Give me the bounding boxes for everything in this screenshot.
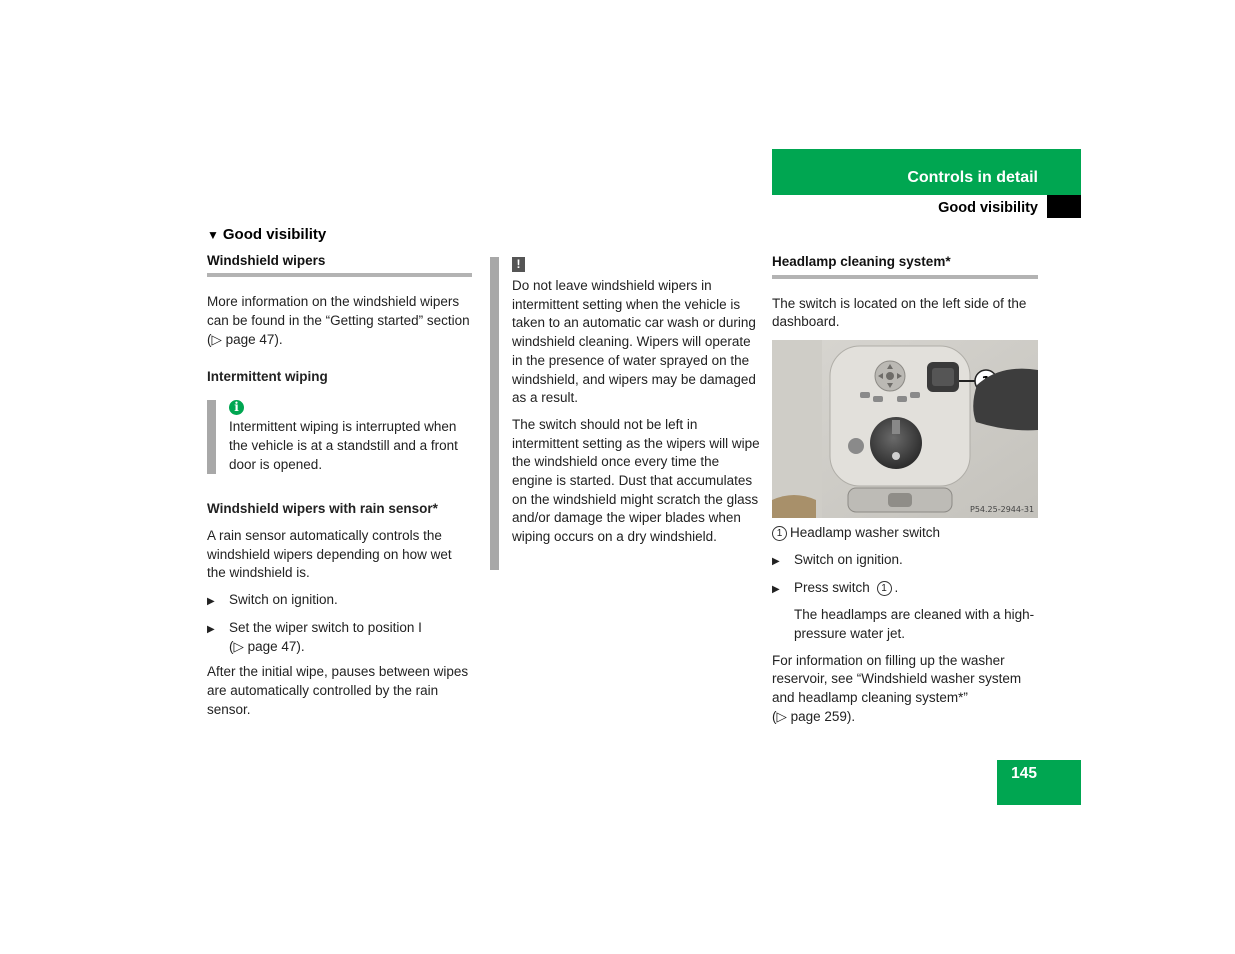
caption-text: Headlamp washer switch (790, 525, 941, 541)
after-wipe-text: After the initial wipe, pauses between wipes are automatically controlled by the rain sensor. (207, 664, 469, 717)
column-left (207, 226, 472, 727)
header-marker (1047, 195, 1081, 218)
section-title (207, 226, 472, 245)
result-text: The headlamps are cleaned with a high-pressure water jet. (794, 607, 1035, 641)
step-item (207, 619, 472, 656)
rain-sensor-text: A rain sensor automatically controls the windshield wipers depending on how wet the windshield is. (207, 528, 452, 581)
column-right (772, 253, 1038, 734)
info-note-text: Intermittent wiping is interrupted when the vehicle is at a standstill and a front door is opened. (229, 419, 458, 472)
step-text: Switch on ignition. (794, 551, 903, 567)
info-icon: i (229, 400, 244, 415)
warning-text-1: Do not leave windshield wipers in intermittent setting when the vehicle is taken to an automatic car wash or during windshield cleaning. Wipers will operate in the presence of water sprayed on the windshield, and wipers may be damaged as a result. (512, 278, 756, 406)
note-bar (207, 400, 216, 474)
step-item (772, 551, 1038, 572)
callout-marker: 1 (877, 581, 892, 596)
warning-text-2: The switch should not be left in intermittent setting as the wipers will wipe the windshield once every time the engine is started. Dust that accumulates on the windshield might scratch the glass and/or damage the wiper blades when wiping occurs on a dry windshield. (512, 416, 760, 545)
callout-marker: 1 (772, 526, 787, 541)
triangle-right-icon: ▶ (207, 596, 215, 608)
intermittent-heading: Intermittent wiping (207, 368, 328, 384)
header-title: Controls in detail (907, 169, 1038, 186)
column-middle (490, 256, 760, 555)
triangle-down-icon: ▼ (207, 228, 219, 242)
photo-code: P54.25-2944-31 (970, 505, 1035, 515)
dashboard-switch-photo (772, 340, 1038, 518)
page-reference: (▷ page 47). (229, 638, 305, 654)
triangle-right-icon: ▶ (772, 583, 780, 595)
location-text: The switch is located on the left side of the dashboard. (772, 295, 1027, 330)
warning-note (490, 257, 760, 547)
more-info-text: More information on the windshield wipers can be found in the “Getting started” section (▷ page 47). (207, 294, 470, 347)
triangle-right-icon: ▶ (207, 623, 215, 635)
page-reference: (▷ page 259). (772, 708, 856, 724)
step-item (207, 591, 472, 612)
headlamp-cleaning-heading: Headlamp cleaning system* (772, 253, 1038, 279)
exclamation-icon: ! (512, 257, 525, 272)
step-text: Press switch (794, 579, 870, 595)
step-text: Set the wiper switch to position I (229, 619, 422, 635)
step-item (772, 579, 1038, 600)
windshield-wipers-heading: Windshield wipers (207, 252, 472, 278)
note-bar (490, 257, 499, 570)
rain-sensor-heading: Windshield wipers with rain sensor* (207, 501, 438, 517)
header-subtitle: Good visibility (938, 200, 1038, 216)
section-title-text: Good visibility (222, 226, 327, 243)
step-text: Switch on ignition. (229, 592, 338, 608)
more-info-text: For information on filling up the washer reservoir, see “Windshield washer system and headlamp cleaning system*” (772, 652, 1022, 706)
triangle-right-icon: ▶ (772, 555, 780, 567)
step-text-end: . (894, 579, 899, 595)
page-number: 145 (1011, 765, 1037, 782)
photo-caption (772, 524, 1038, 543)
info-note (207, 400, 472, 474)
